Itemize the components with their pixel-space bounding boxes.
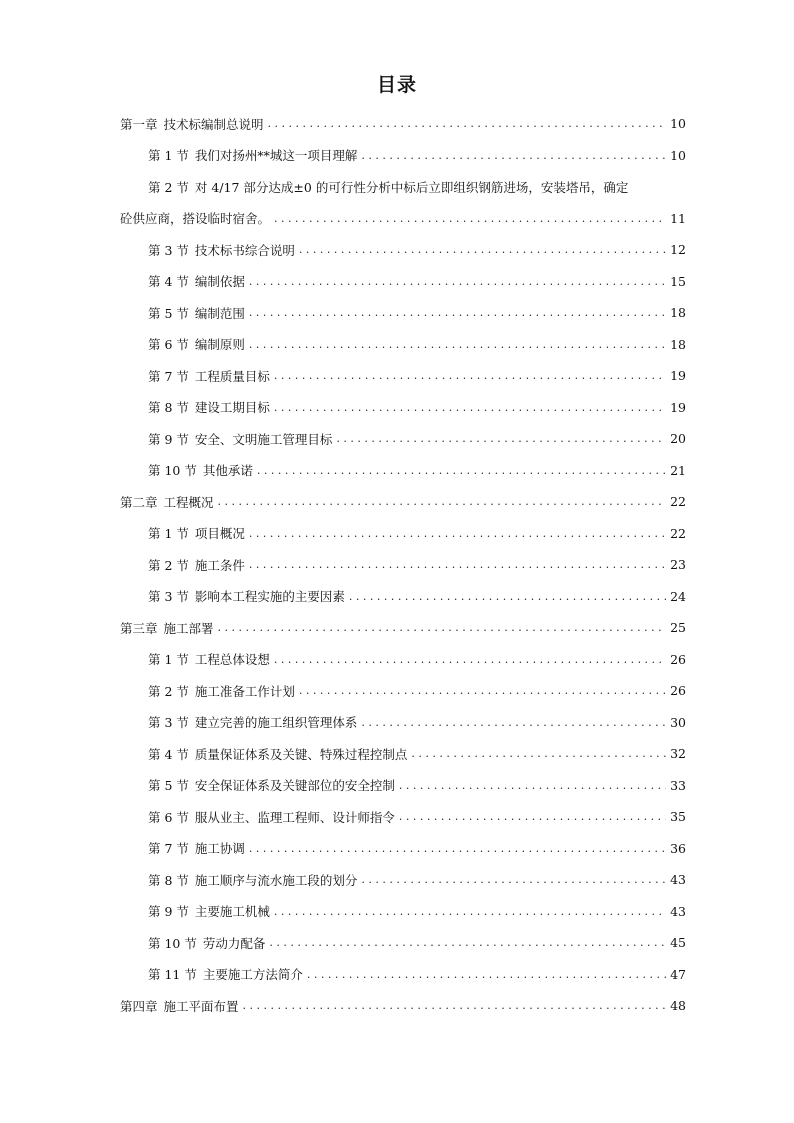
toc-entry-label — [148, 839, 245, 857]
toc-entry-title-continued: 砼供应商，搭设临时宿舍。 — [120, 211, 271, 227]
toc-entry-number: 第 7 节 — [148, 841, 189, 857]
toc-entry-label — [148, 902, 270, 920]
toc-entry-label — [148, 776, 395, 794]
dot-leader — [268, 117, 666, 130]
toc-entry-title: 主要施工方法简介 — [202, 967, 303, 983]
toc-entry-title: 施工顺序与流水施工段的划分 — [194, 872, 358, 888]
toc-section[interactable] — [120, 423, 686, 455]
toc-entry-number: 第 2 节 — [148, 557, 189, 573]
toc-section[interactable] — [120, 927, 686, 959]
toc-entry-number: 第 11 节 — [148, 967, 197, 983]
toc-section[interactable] — [120, 329, 686, 361]
toc-entry-page: 30 — [670, 714, 686, 730]
toc-entry-number: 第 4 节 — [148, 746, 189, 762]
toc-entry-title: 安全、文明施工管理目标 — [194, 431, 333, 447]
toc-entry-title: 施工条件 — [194, 557, 245, 573]
toc-entry-label — [148, 713, 357, 731]
toc-entry-page: 43 — [670, 903, 686, 919]
toc-entry-label — [148, 808, 395, 826]
toc-entry[interactable] — [120, 171, 686, 203]
toc-entry-label — [148, 461, 253, 479]
toc-entry-label — [148, 682, 295, 700]
toc-entry-number: 第 9 节 — [148, 904, 189, 920]
dot-leader — [257, 464, 666, 477]
toc-entry-number: 第一章 — [120, 116, 158, 132]
toc-entry-title: 施工部署 — [163, 620, 214, 636]
toc-entry-number: 第 2 节 — [148, 683, 189, 699]
toc-entry-number: 第 5 节 — [148, 305, 189, 321]
toc-entry-label — [148, 398, 270, 416]
toc-entry-label — [148, 272, 245, 290]
toc-entry-title: 工程总体设想 — [194, 652, 270, 668]
toc-entry-label — [148, 650, 270, 668]
toc-section[interactable] — [120, 360, 686, 392]
toc-entry-page: 45 — [670, 935, 686, 951]
toc-section[interactable] — [120, 707, 686, 739]
toc-entry-page: 33 — [670, 777, 686, 793]
dot-leader — [243, 999, 666, 1012]
toc-section[interactable] — [120, 297, 686, 329]
dot-leader — [361, 149, 666, 162]
toc-entry-page: 48 — [670, 998, 686, 1014]
toc-entry-page: 19 — [670, 368, 686, 384]
toc-entry-page: 10 — [670, 147, 686, 163]
toc-entry-title: 技术标书综合说明 — [194, 242, 295, 258]
toc-section[interactable] — [120, 896, 686, 928]
toc-entry-title: 我们对扬州**城这一项目理解 — [194, 148, 358, 164]
dot-leader — [411, 747, 666, 760]
toc-entry-page: 25 — [670, 620, 686, 636]
toc-section[interactable] — [120, 266, 686, 298]
toc-entry-label — [120, 115, 264, 133]
toc-section[interactable] — [120, 549, 686, 581]
dot-leader — [307, 968, 666, 981]
toc-entry-page: 32 — [670, 746, 686, 762]
toc-entry-title: 其他承诺 — [202, 463, 253, 479]
toc-section[interactable] — [120, 864, 686, 896]
toc-entry-title: 建立完善的施工组织管理体系 — [194, 715, 358, 731]
toc-entry-title: 影响本工程实施的主要因素 — [194, 589, 345, 605]
toc-entry-page: 22 — [670, 525, 686, 541]
toc-entry-label — [120, 493, 214, 511]
toc-entry-number: 第 10 节 — [148, 935, 197, 951]
toc-entry-title: 工程概况 — [163, 494, 214, 510]
toc-entry-number: 第 2 节 — [148, 179, 189, 195]
dot-leader — [349, 590, 666, 603]
toc-entry-label — [120, 997, 239, 1015]
toc-entry-number: 第 4 节 — [148, 274, 189, 290]
toc-entry-label — [148, 871, 357, 889]
toc-entry-page: 35 — [670, 809, 686, 825]
dot-leader — [361, 716, 666, 729]
toc-entry-title: 编制依据 — [194, 274, 245, 290]
toc-section[interactable] — [120, 234, 686, 266]
toc-entry-page: 22 — [670, 494, 686, 510]
toc-entry-label — [148, 556, 245, 574]
dot-leader — [299, 684, 666, 697]
toc-entry-title: 劳动力配备 — [202, 935, 266, 951]
toc-entry-page: 18 — [670, 305, 686, 321]
toc-entry-label — [148, 146, 357, 164]
dot-leader — [269, 936, 666, 949]
toc-entry-number: 第 9 节 — [148, 431, 189, 447]
dot-leader — [336, 432, 666, 445]
dot-leader — [218, 495, 666, 508]
toc-entry-page: 36 — [670, 840, 686, 856]
dot-leader — [249, 527, 666, 540]
toc-entry-number: 第 5 节 — [148, 778, 189, 794]
toc-entry-label — [148, 178, 628, 196]
toc-entry-page: 47 — [670, 966, 686, 982]
toc-entry-title: 主要施工机械 — [194, 904, 270, 920]
toc-section[interactable] — [120, 140, 686, 172]
toc-entry-number: 第 8 节 — [148, 872, 189, 888]
toc-entry-title: 工程质量目标 — [194, 368, 270, 384]
toc-entry-title: 施工协调 — [194, 841, 245, 857]
toc-entry-title: 编制范围 — [194, 305, 245, 321]
toc-entry-number: 第 6 节 — [148, 809, 189, 825]
toc-entry-page: 43 — [670, 872, 686, 888]
dot-leader — [249, 842, 666, 855]
dot-leader — [274, 212, 666, 225]
toc-entry-label — [148, 304, 245, 322]
toc-entry-title: 建设工期目标 — [194, 400, 270, 416]
toc-entry-title: 服从业主、监理工程师、设计师指令 — [194, 809, 395, 825]
toc-section[interactable] — [120, 518, 686, 550]
toc-entry-label — [148, 335, 245, 353]
toc-entry-number: 第 1 节 — [148, 652, 189, 668]
toc-entry-number: 第 1 节 — [148, 526, 189, 542]
toc-entry-label — [148, 524, 245, 542]
toc-section[interactable] — [120, 833, 686, 865]
toc-entry-page: 11 — [670, 210, 686, 226]
toc-entry-title: 技术标编制总说明 — [163, 116, 264, 132]
toc-section[interactable] — [120, 392, 686, 424]
toc-entry-number: 第二章 — [120, 494, 158, 510]
dot-leader — [274, 401, 666, 414]
toc-entry-number: 第 6 节 — [148, 337, 189, 353]
toc-entry-label — [148, 965, 303, 983]
toc-entry-page: 21 — [670, 462, 686, 478]
dot-leader — [361, 873, 666, 886]
toc-entry-number: 第 3 节 — [148, 715, 189, 731]
toc-entry-continuation[interactable] — [120, 203, 686, 235]
toc-entry-title: 施工准备工作计划 — [194, 683, 295, 699]
dot-leader — [274, 369, 666, 382]
toc-entry-number: 第 7 节 — [148, 368, 189, 384]
toc-entry-title: 编制原则 — [194, 337, 245, 353]
dot-leader — [399, 810, 666, 823]
toc-entry-page: 15 — [670, 273, 686, 289]
page-title: 目录 — [376, 74, 417, 96]
dot-leader — [399, 779, 666, 792]
dot-leader — [218, 621, 666, 634]
toc-entry-title: 对 4/17 部分达成±0 的可行性分析中标后立即组织钢筋进场，安装塔吊，确定 — [194, 179, 629, 195]
toc-entry-number: 第 10 节 — [148, 463, 197, 479]
toc-entry-label — [148, 587, 345, 605]
toc-section[interactable] — [120, 675, 686, 707]
toc-chapter[interactable] — [120, 486, 686, 518]
toc-entry-page: 12 — [670, 242, 686, 258]
toc-entry-page: 26 — [670, 683, 686, 699]
toc-chapter[interactable] — [120, 108, 686, 140]
toc-entry-page: 26 — [670, 651, 686, 667]
dot-leader — [249, 306, 666, 319]
toc-entry-page: 18 — [670, 336, 686, 352]
toc-entry-title: 施工平面布置 — [163, 998, 239, 1014]
toc-section[interactable] — [120, 959, 686, 991]
dot-leader — [274, 653, 666, 666]
dot-leader — [249, 558, 666, 571]
toc-section[interactable] — [120, 801, 686, 833]
toc-entry-label — [148, 241, 295, 259]
dot-leader — [274, 905, 666, 918]
toc-entry-page: 20 — [670, 431, 686, 447]
toc-entry-page: 23 — [670, 557, 686, 573]
toc-section[interactable] — [120, 738, 686, 770]
toc-entry-number: 第 1 节 — [148, 148, 189, 164]
toc-section[interactable] — [120, 644, 686, 676]
toc-entry-label — [148, 934, 265, 952]
toc-section[interactable] — [120, 770, 686, 802]
toc-entry-label — [148, 745, 407, 763]
toc-entry-page: 10 — [670, 116, 686, 132]
toc-entry-label — [148, 430, 332, 448]
toc-entry-page: 19 — [670, 399, 686, 415]
toc-entry-title: 项目概况 — [194, 526, 245, 542]
toc-entry-title: 质量保证体系及关键、特殊过程控制点 — [194, 746, 408, 762]
dot-leader — [249, 275, 666, 288]
toc-entry-label — [148, 367, 270, 385]
toc-entry-number: 第 3 节 — [148, 242, 189, 258]
toc-chapter[interactable] — [120, 990, 686, 1022]
toc-section[interactable] — [120, 455, 686, 487]
toc-entry-label — [120, 619, 214, 637]
toc-entry-number: 第四章 — [120, 998, 158, 1014]
toc-chapter[interactable] — [120, 612, 686, 644]
toc-entry-number: 第 3 节 — [148, 589, 189, 605]
toc-entry-page: 24 — [670, 588, 686, 604]
dot-leader — [249, 338, 666, 351]
toc-section[interactable] — [120, 581, 686, 613]
toc-entry-number: 第三章 — [120, 620, 158, 636]
dot-leader — [299, 243, 666, 256]
toc-entry-number: 第 8 节 — [148, 400, 189, 416]
table-of-contents — [120, 108, 686, 1022]
toc-entry-title: 安全保证体系及关键部位的安全控制 — [194, 778, 395, 794]
